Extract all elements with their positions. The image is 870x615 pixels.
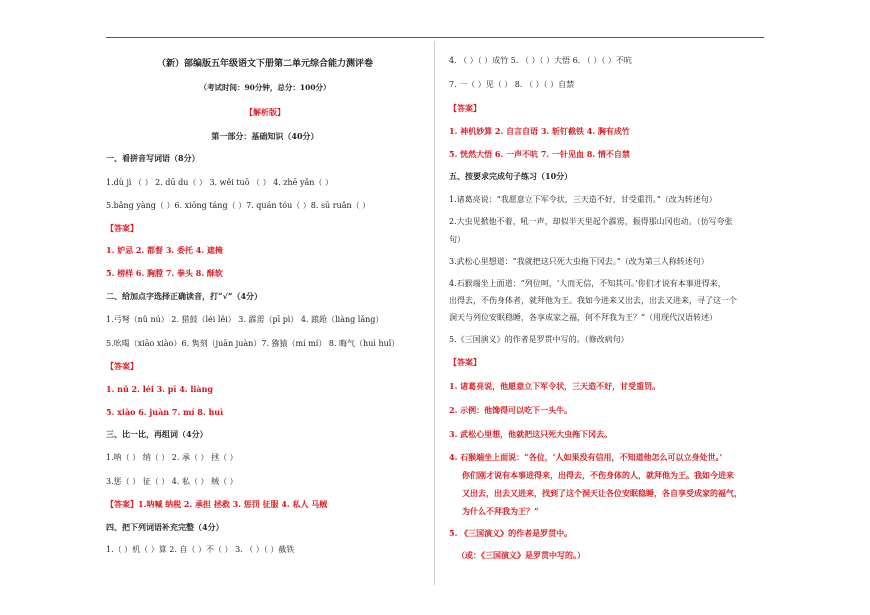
sec4-heading: 四、把下列词语补充完整（4分） [106,522,224,532]
sec5-q2-line1: 2.大虫见掀他不着，吼一声，却似半天里起个霹雳，振得那山冈也动。（仿写夸张 [449,217,733,226]
sec4-answer-2: 5. 恍然大悟 6. 一声不吭 7. 一针见血 8. 情不自禁 [449,149,630,159]
sec2-answer-label: 【答案】 [106,361,138,371]
sec5-q4-line1: 4.石猴端坐上面道：“列位呵，‘人而无信，不知其可。’你们才说有本事进得来， [449,279,726,288]
sec2-row2: 5.吆喝（xiāo xiào）6. 隽刻（juān juàn）7. 猕猿（mí mí） 8. 晦气（huì huǐ） [106,339,400,348]
sec4-answer-1: 1. 神机妙算 2. 自言自语 3. 斩钉截铁 4. 胸有成竹 [449,126,630,136]
sec5-answer-4-line4: 为什么不拜我为王？” [462,506,539,516]
sec5-answer-2: 2. 示例：他馋得可以吃下一头牛。 [449,405,573,415]
sec2-answer-1: 1. nǔ 2. léi 3. pī 4. liàng [106,384,214,394]
sec1-answer-2: 5. 榜样 6. 胸膛 7. 拳头 8. 酥软 [106,268,223,278]
sec5-answer-label: 【答案】 [449,357,481,367]
sec3-answer: 【答案】1.呐喊 纳税 2. 承担 拯救 3. 惩罚 征服 4. 私人 马贼 [106,499,328,509]
part1-heading: 第一部分：基础知识（40分） [211,131,319,141]
sec1-heading: 一、看拼音写词语（8分） [106,153,200,163]
sec4-answer-label: 【答案】 [449,103,481,113]
sec5-heading: 五、按要求完成句子练习（10分） [449,171,573,181]
sec5-q2-line2: 句） [449,235,465,244]
sec5-q5: 5.《三国演义》的作者是罗贯中写的。（修改病句） [449,335,629,344]
sec2-row1: 1.弓弩（nǔ nú） 2. 猎鼓（léi lěi） 3. 霹雳（pī pì） 4. 踉跄（liàng lǎng） [106,315,384,324]
edition-label: 【解析版】 [245,107,285,117]
sec3-row2: 3.惩（ ） 征（ ） 4. 私（ ） 贼（ ） [106,477,238,486]
sec1-answer-1: 1. 妒忌 2. 都督 3. 委托 4. 遮掩 [106,245,223,255]
sec5-q4-line3: 洞天与列位安眠稳睡，各享成家之福，何不拜我为王？”（用现代汉语转述） [449,313,718,322]
sec5-answer-1: 1. 诸葛亮说，他愿意立下军令状，三天造不好，甘受重罚。 [449,381,661,391]
sec1-row1: 1.dù jì （ ） 2. dū du（ ） 3. wěi tuō （ ） 4. zhē yǎn（ ） [106,178,333,187]
sec4-row1: 1.（ ）机（ ）算 2. 自（ ）不（ ） 3. （ ）（ ）截铁 [106,545,295,554]
sec4-row2: 4. （ ）（ ）成竹 5. （ ）（ ）大悟 6. （ ）（ ）不吭 [449,56,632,65]
sec5-answer-5: 5. 《三国演义》的作者是罗贯中。 [449,528,573,538]
sec5-answer-3: 3. 武松心里想，他就把这只死大虫拖下冈去。 [449,429,613,439]
page-title: （新）部编版五年级语文下册第二单元综合能力测评卷 [156,59,373,69]
sec5-answer-4-line3: 又出去，出去又进来，找到了这个洞天让各位安眠稳睡，各自享受成家的福气， [462,488,742,498]
sec1-answer-label: 【答案】 [106,223,138,233]
sec1-row2: 5.bǎng yàng（ ）6. xiōng táng（ ）7. quán tóu（ ）8. sū ruǎn（ ） [106,201,371,210]
sec5-q1: 1.诸葛亮说：“我愿意立下军令状，三天造不好，甘受重罚。”（改为转述句） [449,195,717,204]
sec5-answer-4-line1: 4. 石猴端坐上面说：“各位，‘人如果没有信用，不知道他怎么可以立身处世。’ [449,452,723,462]
sec3-heading: 三、比一比，再组词（4分） [106,429,208,439]
exam-info: （考试时间：90分钟，总分：100分） [199,83,331,92]
sec2-heading: 二、给加点字选择正确读音，打“√”（4分） [106,291,263,301]
column-divider [434,41,435,585]
sec5-answer-4-line2: 你们刚才说有本事进得来，出得去，不伤身体的人，就拜他为王。我如今进来 [462,470,734,480]
sec5-answer-5-alt: （或：《三国演义》是罗贯中写的。） [457,550,585,560]
sec4-row3: 7. 一（ ）见（ ） 8. （ ）（ ）自禁 [449,80,575,89]
top-rule [106,37,764,38]
sec3-row1: 1.呐（ ） 纳（ ） 2. 承（ ） 拯（ ） [106,453,238,462]
sec5-q4-line2: 出得去，不伤身体者，就拜他为王。我如今进来又出去，出去又进来，寻了这一个 [449,296,737,305]
sec5-q3: 3.武松心里想道：“我就把这只死大虫拖下冈去。”（改为第三人称转述句） [449,257,709,266]
sec2-answer-2: 5. xiào 6. juàn 7. mí 8. huì [106,407,224,417]
